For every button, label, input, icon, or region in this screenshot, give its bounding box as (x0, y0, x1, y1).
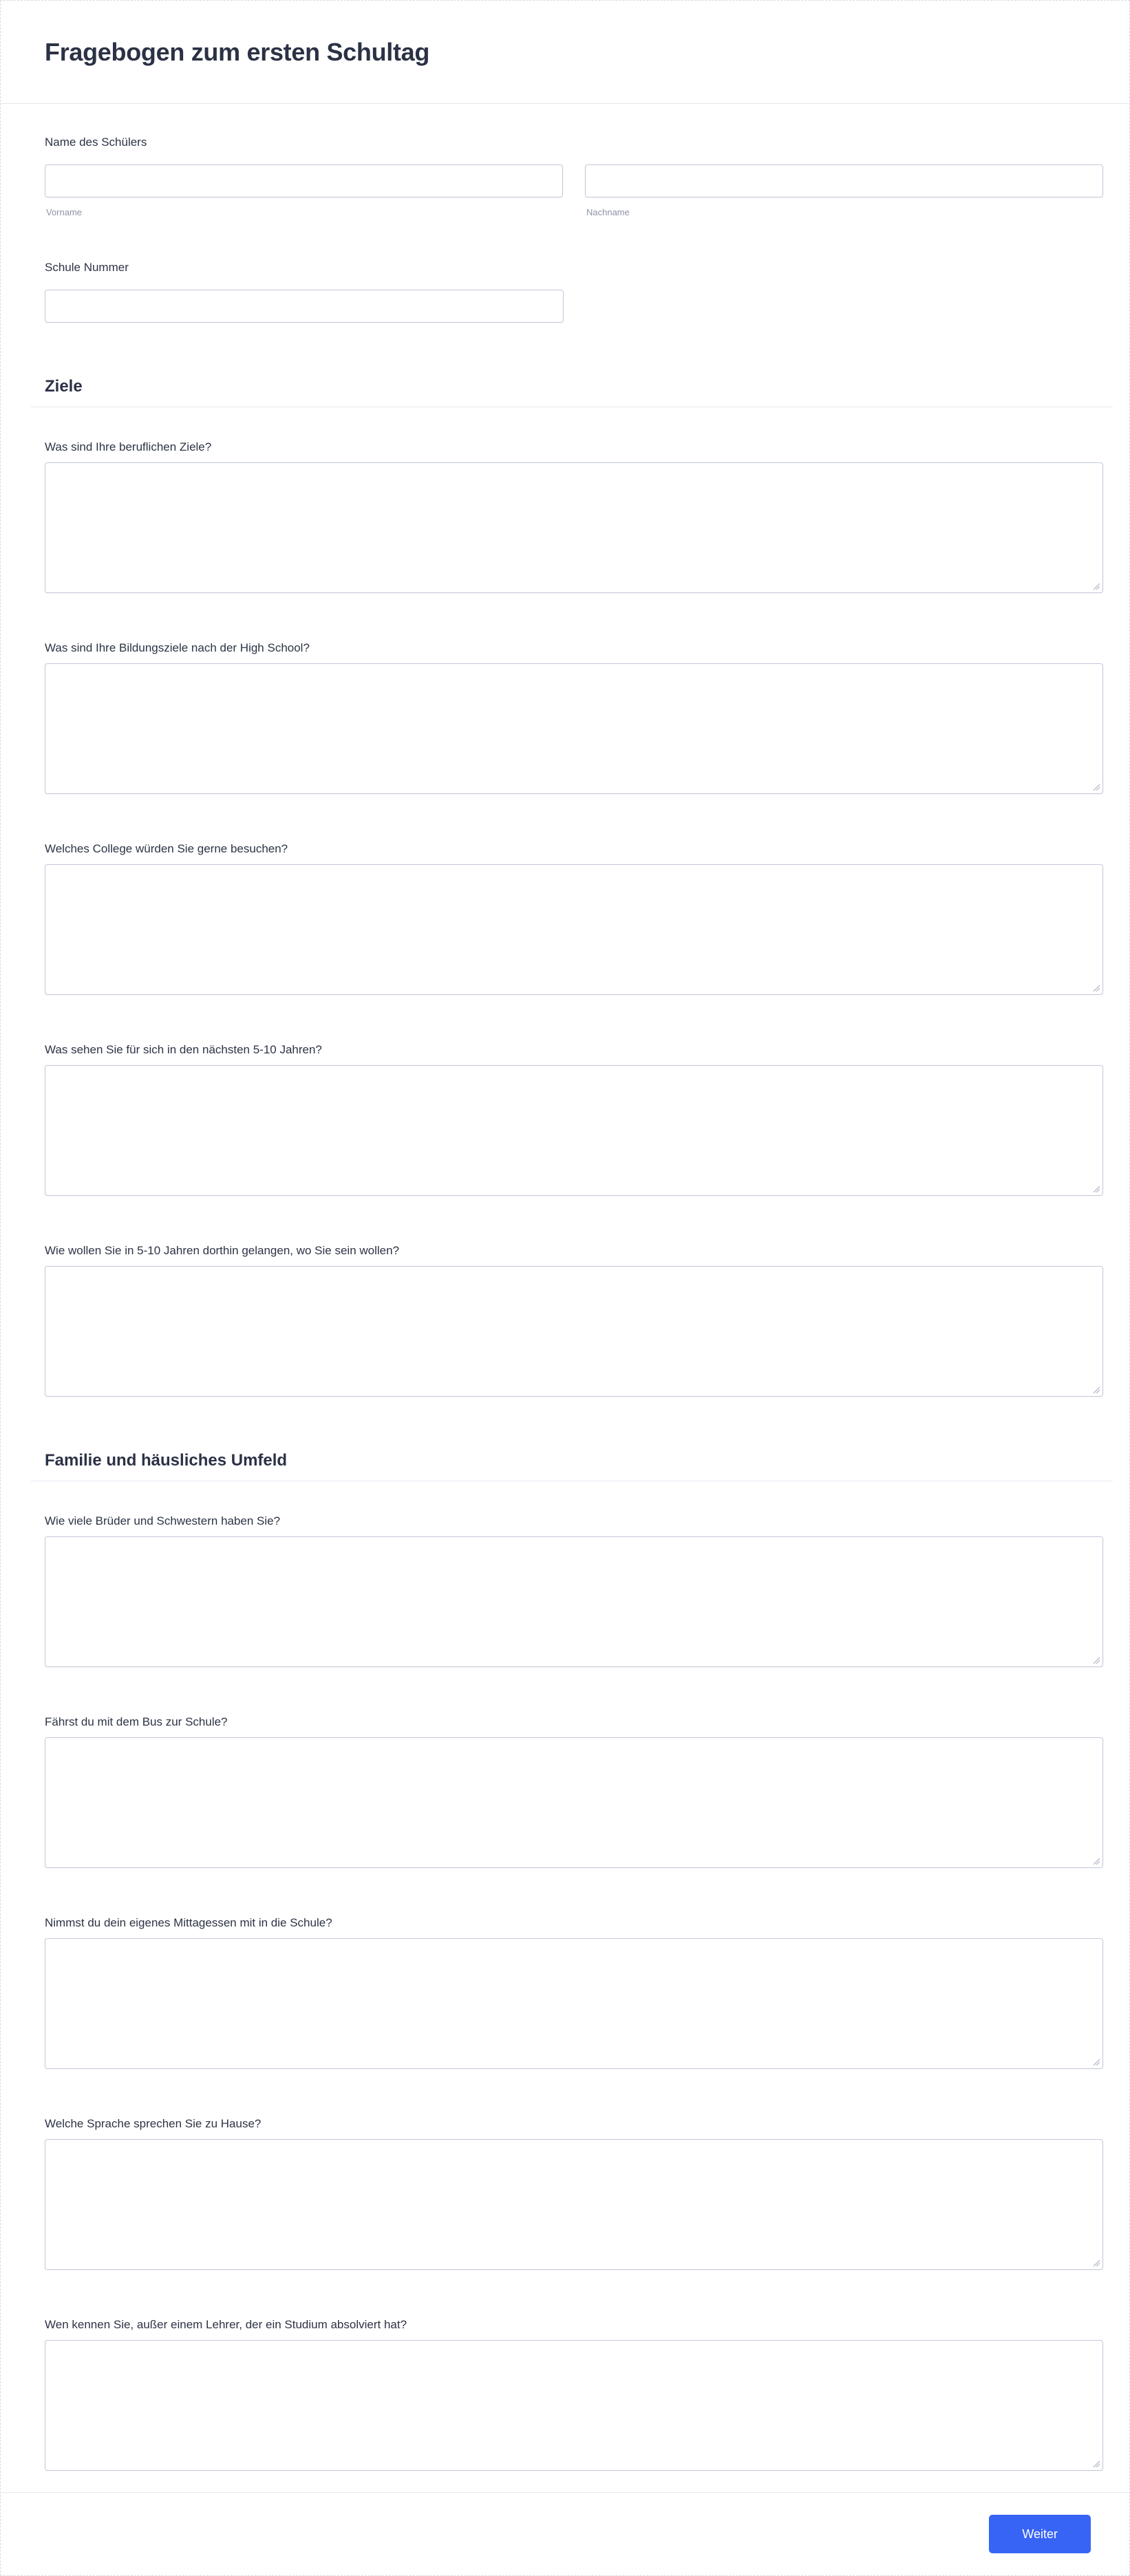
textarea-wrapper (45, 2340, 1103, 2471)
question-item (45, 1042, 1103, 1196)
question-item (45, 640, 1103, 794)
question-item (45, 2116, 1103, 2270)
question-textarea[interactable] (45, 462, 1103, 593)
section-ziele (45, 376, 1103, 1397)
resize-handle-icon[interactable] (1093, 2059, 1100, 2065)
question-label: Wie viele Brüder und Schwestern haben Sie? (45, 1514, 281, 1527)
question-textarea[interactable] (45, 2139, 1103, 2270)
textarea-wrapper (45, 864, 1103, 995)
question-textarea[interactable] (45, 1266, 1103, 1397)
question-textarea[interactable] (45, 663, 1103, 794)
question-label: Was sehen Sie für sich in den nächsten 5-10 Jahren? (45, 1043, 322, 1056)
name-field (45, 134, 1103, 218)
name-inputs-row (45, 164, 1103, 218)
question-label: Welche Sprache sprechen Sie zu Hause? (45, 2117, 262, 2130)
question-textarea[interactable] (45, 1536, 1103, 1667)
question-textarea[interactable] (45, 1737, 1103, 1868)
question-label: Wie wollen Sie in 5-10 Jahren dorthin gelangen, wo Sie sein wollen? (45, 1244, 400, 1257)
question-textarea[interactable] (45, 1938, 1103, 2069)
resize-handle-icon[interactable] (1093, 1858, 1100, 1865)
resize-handle-icon[interactable] (1093, 2260, 1100, 2266)
textarea-wrapper (45, 663, 1103, 794)
next-button[interactable]: Weiter (989, 2515, 1091, 2553)
first-name-sublabel: Vorname (46, 207, 83, 217)
form-body (1, 134, 1129, 2471)
section-heading-ziele: Ziele (45, 377, 83, 396)
form-header (1, 1, 1129, 104)
section-heading-familie: Familie und häusliches Umfeld (45, 1451, 288, 1470)
textarea-wrapper (45, 1536, 1103, 1667)
textarea-wrapper (45, 1065, 1103, 1196)
resize-handle-icon[interactable] (1093, 985, 1100, 991)
last-name-input[interactable] (585, 164, 1103, 197)
textarea-wrapper (45, 1737, 1103, 1868)
resize-handle-icon[interactable] (1093, 2460, 1100, 2467)
textarea-wrapper (45, 462, 1103, 593)
school-number-field (45, 259, 1103, 323)
question-label: Nimmst du dein eigenes Mittagessen mit in die Schule? (45, 1916, 332, 1929)
last-name-sublabel: Nachname (586, 207, 630, 217)
question-item (45, 1243, 1103, 1397)
section-familie (45, 1450, 1103, 2471)
question-textarea[interactable] (45, 1065, 1103, 1196)
resize-handle-icon[interactable] (1093, 784, 1100, 791)
question-item (45, 841, 1103, 995)
question-label: Was sind Ihre beruflichen Ziele? (45, 440, 212, 453)
resize-handle-icon[interactable] (1093, 1185, 1100, 1192)
question-item (45, 1513, 1103, 1667)
question-label: Was sind Ihre Bildungsziele nach der High School? (45, 641, 310, 654)
form-title: Fragebogen zum ersten Schultag (45, 38, 430, 66)
textarea-wrapper (45, 1266, 1103, 1397)
question-label: Fährst du mit dem Bus zur Schule? (45, 1715, 228, 1728)
school-number-label: Schule Nummer (45, 261, 129, 274)
school-number-input[interactable] (45, 290, 564, 323)
question-label: Welches College würden Sie gerne besuchen? (45, 842, 288, 855)
textarea-wrapper (45, 1938, 1103, 2069)
first-name-column (45, 164, 563, 218)
form-footer (1, 2492, 1129, 2553)
first-name-input[interactable] (45, 164, 563, 197)
name-field-label: Name des Schülers (45, 136, 147, 149)
question-item (45, 1714, 1103, 1868)
question-item (45, 2317, 1103, 2471)
resize-handle-icon[interactable] (1093, 1657, 1100, 1664)
resize-handle-icon[interactable] (1093, 583, 1100, 590)
question-textarea[interactable] (45, 864, 1103, 995)
question-item (45, 439, 1103, 593)
question-textarea[interactable] (45, 2340, 1103, 2471)
resize-handle-icon[interactable] (1093, 1386, 1100, 1393)
question-item (45, 1915, 1103, 2069)
textarea-wrapper (45, 2139, 1103, 2270)
last-name-column (585, 164, 1103, 218)
question-label: Wen kennen Sie, außer einem Lehrer, der ein Studium absolviert hat? (45, 2318, 407, 2331)
